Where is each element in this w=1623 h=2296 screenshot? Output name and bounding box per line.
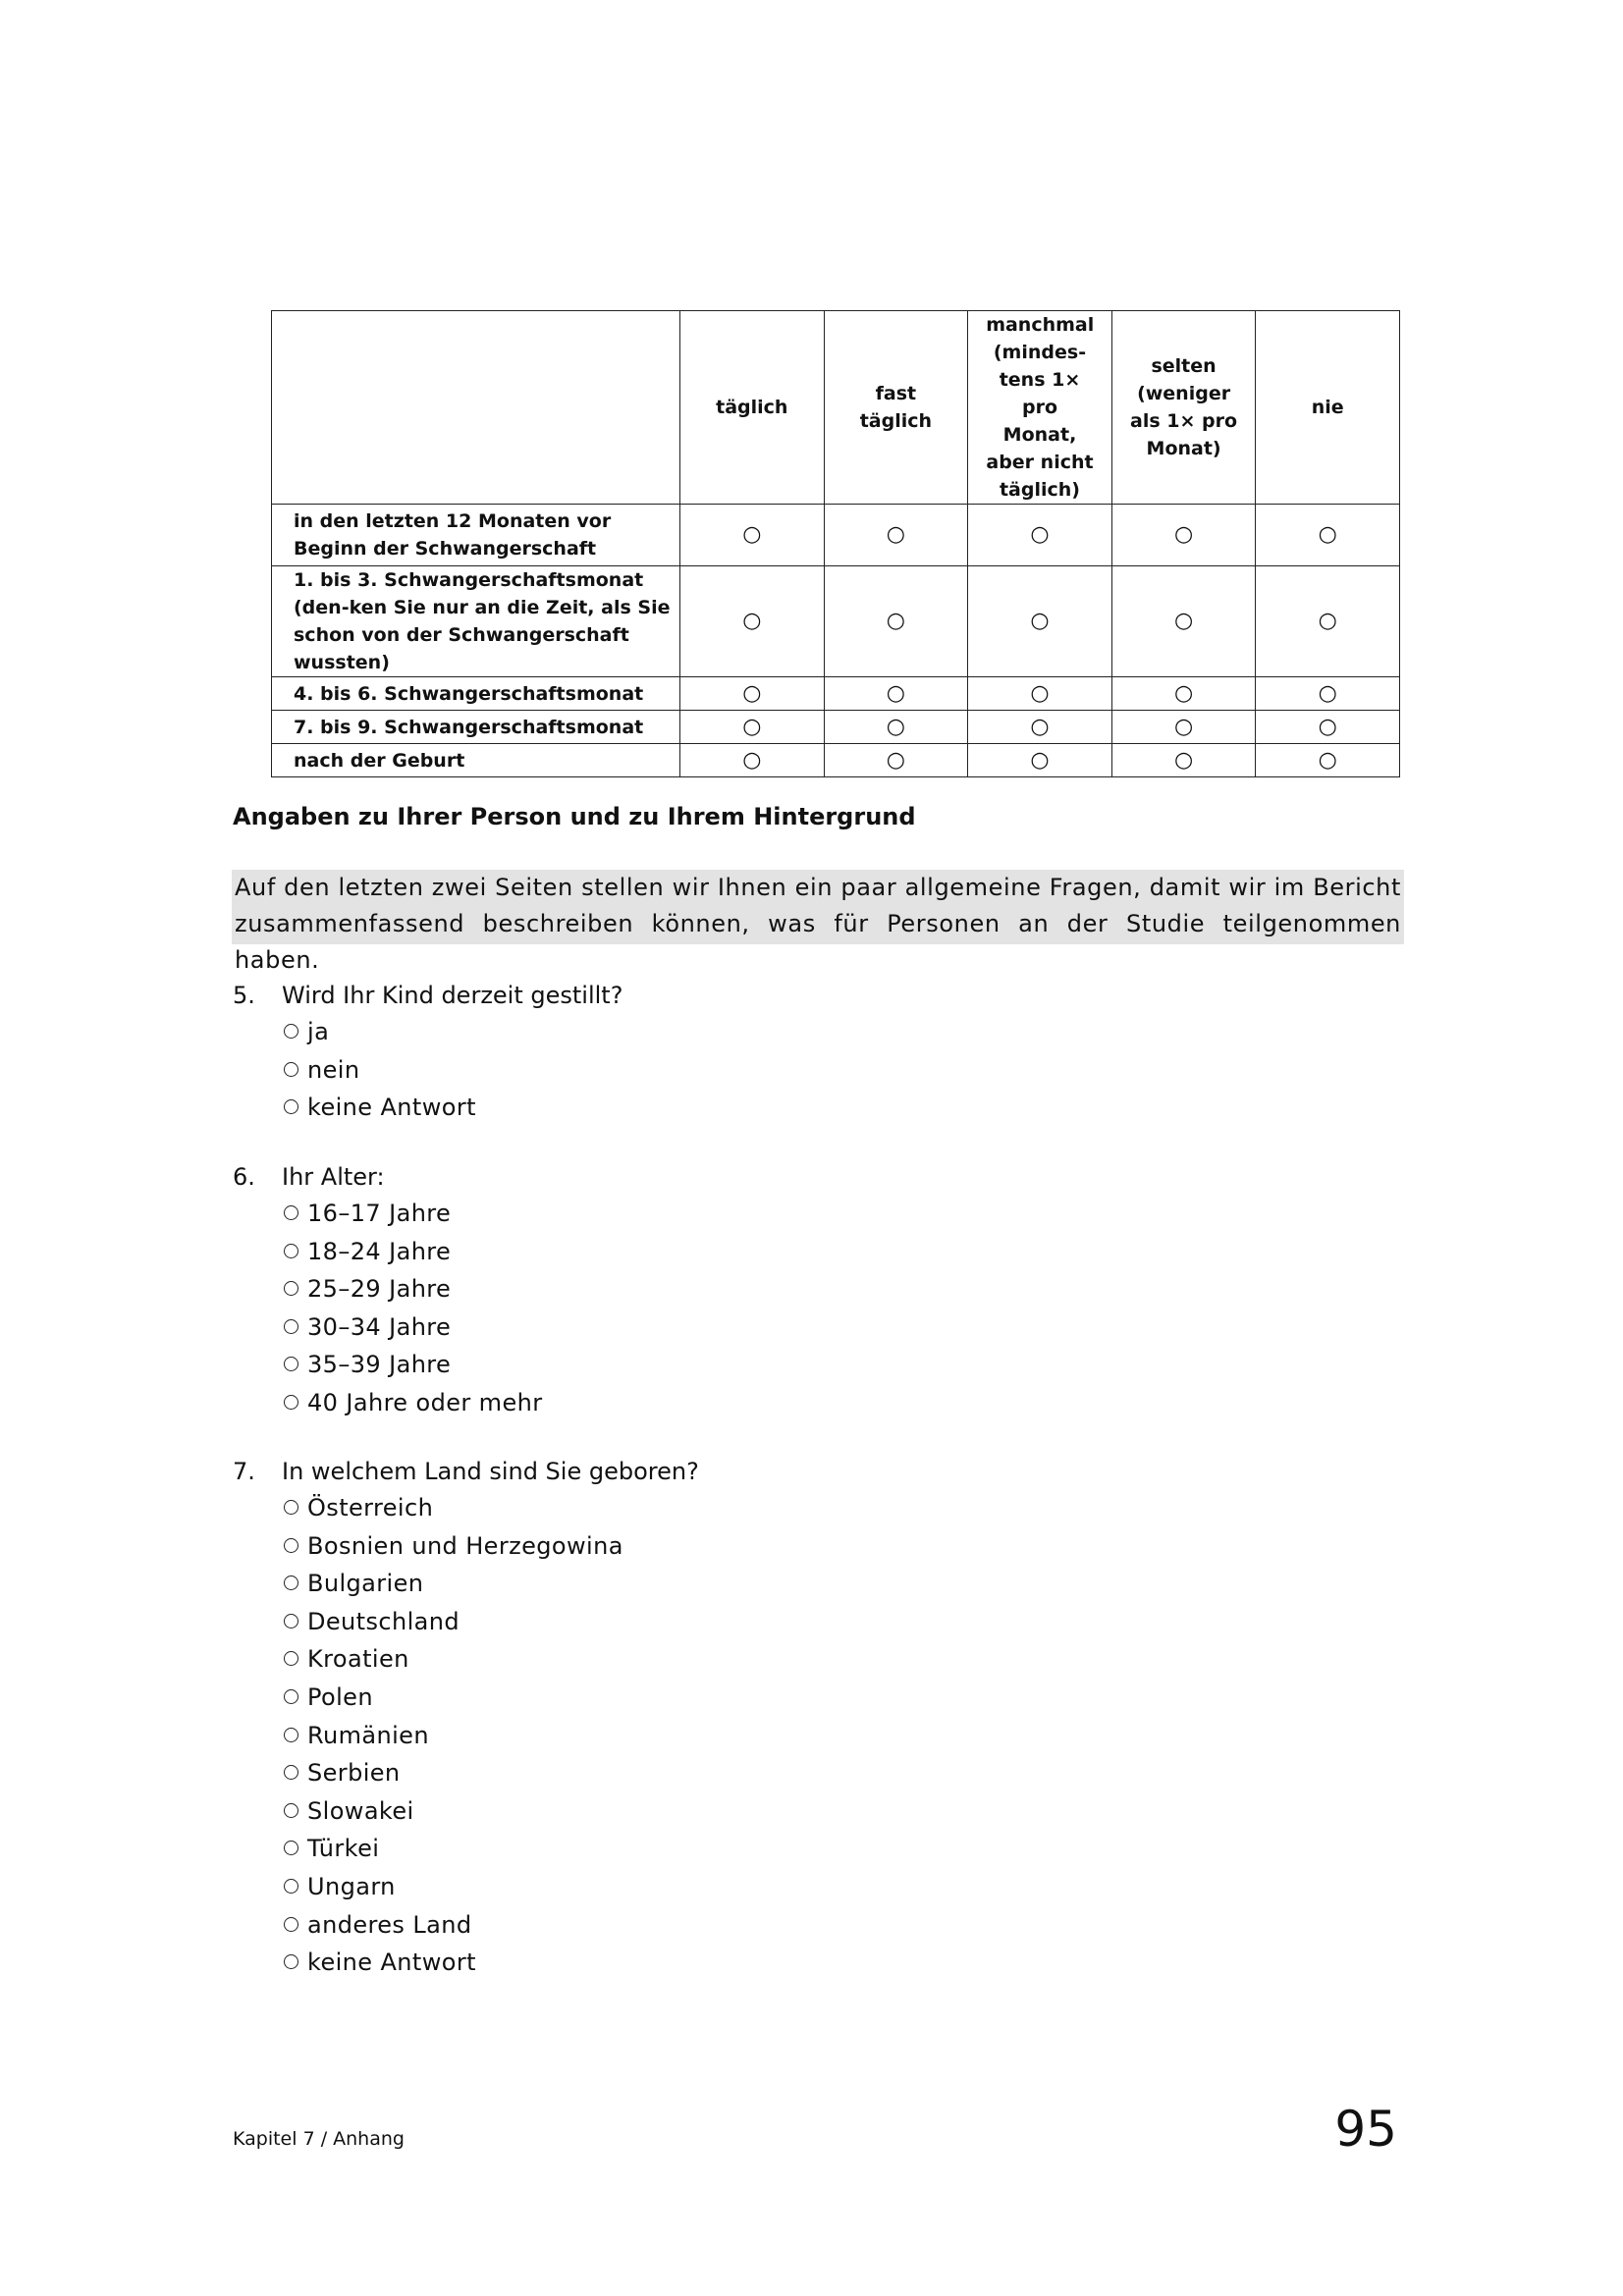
header-nie: nie [1256, 311, 1400, 505]
option-item[interactable] [284, 1089, 622, 1127]
radio-option[interactable]: ○ [1256, 711, 1400, 744]
option-label: 16–17 Jahre [307, 1200, 452, 1227]
option-item[interactable] [284, 1270, 543, 1308]
radio-option[interactable]: ○ [824, 505, 968, 566]
option-item[interactable] [284, 1384, 543, 1422]
option-item[interactable] [284, 1233, 543, 1271]
radio-option[interactable]: ○ [824, 566, 968, 677]
radio-circle-icon[interactable] [284, 1357, 298, 1371]
radio-circle-icon[interactable] [284, 1954, 298, 1969]
table-row [272, 744, 1400, 777]
question-7 [233, 1454, 699, 1982]
table-row [272, 505, 1400, 566]
radio-circle-icon[interactable] [284, 1244, 298, 1258]
radio-option[interactable]: ○ [1256, 744, 1400, 777]
option-label: Rumänien [307, 1721, 429, 1749]
row-label: 4. bis 6. Schwangerschaftsmonat [272, 677, 680, 711]
radio-circle-icon[interactable] [284, 1765, 298, 1780]
option-label: Serbien [307, 1759, 401, 1788]
header-manchmal: manchmal (mindes-tens 1× pro Monat, aber nicht täglich) [968, 311, 1112, 505]
radio-circle-icon[interactable] [284, 1651, 298, 1666]
question-text: In welchem Land sind Sie geboren? [282, 1458, 699, 1485]
question-number: 7. [233, 1458, 255, 1485]
radio-circle-icon[interactable] [284, 1879, 298, 1894]
option-label: Deutschland [307, 1607, 460, 1635]
radio-circle-icon[interactable] [284, 1500, 298, 1515]
option-label: 40 Jahre oder mehr [307, 1388, 543, 1416]
option-label: 35–39 Jahre [307, 1351, 452, 1379]
radio-option[interactable]: ○ [680, 744, 825, 777]
radio-option[interactable]: ○ [968, 566, 1112, 677]
radio-option[interactable]: ○ [968, 505, 1112, 566]
radio-circle-icon[interactable] [284, 1538, 298, 1553]
question-text: Wird Ihr Kind derzeit gestillt? [282, 982, 623, 1009]
option-item[interactable] [284, 1603, 699, 1641]
option-item[interactable] [284, 1754, 699, 1792]
radio-circle-icon[interactable] [284, 1575, 298, 1590]
option-label: Österreich [307, 1494, 434, 1522]
question-number: 5. [233, 982, 255, 1009]
option-label: Türkei [307, 1835, 380, 1863]
header-fast-taeglich: fast täglich [824, 311, 968, 505]
radio-option[interactable]: ○ [1111, 677, 1256, 711]
intro-text: Auf den letzten zwei Seiten stellen wir Ihnen ein paar allgemeine Fragen, damit wir im Bericht zusammenfassend beschreiben können, was für Personen an der Studie teilgenommen haben. [235, 874, 1401, 974]
radio-option[interactable]: ○ [1111, 744, 1256, 777]
radio-option[interactable]: ○ [680, 677, 825, 711]
option-label: Bosnien und Herzegowina [307, 1531, 623, 1560]
row-label: in den letzten 12 Monaten vor Beginn der Schwangerschaft [272, 505, 680, 566]
radio-circle-icon[interactable] [284, 1205, 298, 1220]
table-row [272, 566, 1400, 677]
question-line [233, 1454, 699, 1489]
radio-option[interactable]: ○ [680, 711, 825, 744]
option-item[interactable] [284, 1195, 543, 1233]
option-item[interactable] [284, 1346, 543, 1384]
radio-option[interactable]: ○ [1256, 566, 1400, 677]
question-5 [233, 978, 622, 1127]
option-label: keine Antwort [307, 1094, 476, 1122]
row-label: 1. bis 3. Schwangerschaftsmonat (den-ken Sie nur an die Zeit, als Sie schon von der Schwangerschaft wussten) [272, 566, 680, 677]
option-label: anderes Land [307, 1910, 472, 1939]
page-number: 95 [1334, 2101, 1397, 2158]
question-number: 6. [233, 1163, 255, 1191]
header-empty [272, 311, 680, 505]
radio-circle-icon[interactable] [284, 1841, 298, 1855]
option-label: Ungarn [307, 1872, 396, 1900]
option-item[interactable] [284, 1565, 699, 1603]
radio-option[interactable]: ○ [1111, 711, 1256, 744]
option-label: ja [307, 1018, 330, 1045]
frequency-table [271, 310, 1400, 777]
question-line [233, 1159, 543, 1195]
radio-circle-icon[interactable] [284, 1395, 298, 1410]
radio-circle-icon[interactable] [284, 1024, 298, 1039]
question-text: Ihr Alter: [282, 1163, 385, 1191]
radio-option[interactable]: ○ [1256, 677, 1400, 711]
radio-option[interactable]: ○ [968, 677, 1112, 711]
option-item[interactable] [284, 1679, 699, 1717]
option-item[interactable] [284, 1830, 699, 1868]
option-label: 30–34 Jahre [307, 1312, 452, 1341]
option-label: Slowakei [307, 1796, 414, 1825]
radio-circle-icon[interactable] [284, 1062, 298, 1077]
table-row [272, 711, 1400, 744]
radio-option[interactable]: ○ [824, 711, 968, 744]
header-taeglich: täglich [680, 311, 825, 505]
radio-circle-icon[interactable] [284, 1319, 298, 1334]
radio-option[interactable]: ○ [1111, 505, 1256, 566]
radio-option[interactable]: ○ [968, 744, 1112, 777]
option-label: Kroatien [307, 1645, 409, 1674]
section-heading: Angaben zu Ihrer Person und zu Ihrem Hintergrund [233, 803, 916, 830]
option-item[interactable] [284, 1489, 699, 1527]
radio-option[interactable]: ○ [824, 677, 968, 711]
radio-circle-icon[interactable] [284, 1281, 298, 1296]
row-label: nach der Geburt [272, 744, 680, 777]
option-item[interactable] [284, 1906, 699, 1945]
option-item[interactable] [284, 1308, 543, 1347]
radio-option[interactable]: ○ [968, 711, 1112, 744]
option-label: Bulgarien [307, 1570, 424, 1598]
row-label: 7. bis 9. Schwangerschaftsmonat [272, 711, 680, 744]
option-item[interactable] [284, 1527, 699, 1566]
option-label: Polen [307, 1682, 373, 1711]
radio-option[interactable]: ○ [1111, 566, 1256, 677]
header-selten: selten (weniger als 1× pro Monat) [1111, 311, 1256, 505]
option-list [233, 1489, 699, 1982]
radio-option[interactable]: ○ [680, 566, 825, 677]
footer-chapter: Kapitel 7 / Anhang [233, 2128, 405, 2150]
option-label: 25–29 Jahre [307, 1275, 452, 1304]
option-label: 18–24 Jahre [307, 1237, 452, 1265]
option-item[interactable] [284, 1051, 622, 1090]
option-item[interactable] [284, 1640, 699, 1679]
option-item[interactable] [284, 1013, 622, 1051]
option-label: nein [307, 1055, 360, 1084]
table-row [272, 677, 1400, 711]
option-item[interactable] [284, 1717, 699, 1755]
table-header-row [272, 311, 1400, 505]
question-6 [233, 1159, 543, 1422]
radio-option[interactable]: ○ [824, 744, 968, 777]
radio-option[interactable]: ○ [1256, 505, 1400, 566]
radio-option[interactable]: ○ [680, 505, 825, 566]
radio-circle-icon[interactable] [284, 1614, 298, 1629]
radio-circle-icon[interactable] [284, 1803, 298, 1818]
option-item[interactable] [284, 1868, 699, 1906]
option-list [233, 1013, 622, 1127]
option-item[interactable] [284, 1792, 699, 1831]
question-line [233, 978, 622, 1013]
radio-circle-icon[interactable] [284, 1099, 298, 1114]
option-list [233, 1195, 543, 1422]
radio-circle-icon[interactable] [284, 1917, 298, 1932]
option-item[interactable] [284, 1944, 699, 1982]
option-label: keine Antwort [307, 1949, 476, 1977]
intro-box [232, 870, 1404, 974]
radio-circle-icon[interactable] [284, 1728, 298, 1742]
radio-circle-icon[interactable] [284, 1689, 298, 1704]
